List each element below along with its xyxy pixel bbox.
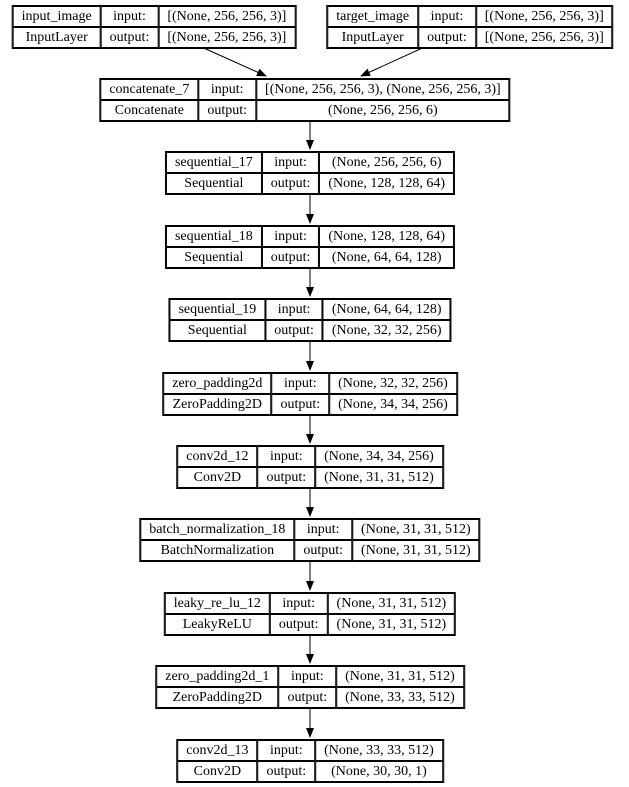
- input-shape: [(None, 256, 256, 3), (None, 256, 256, 3)]: [256, 79, 510, 100]
- output-shape: (None, 34, 34, 256): [329, 394, 457, 415]
- input-label: input:: [278, 666, 336, 687]
- layer-type: Conv2D: [177, 467, 257, 488]
- output-label: output:: [418, 27, 476, 48]
- edge-input-image-to-concatenate: [197, 45, 266, 76]
- output-label: output:: [101, 27, 159, 48]
- layer-name: zero_padding2d_1: [156, 666, 278, 687]
- layer-type: ZeroPadding2D: [156, 687, 278, 708]
- layer-name: leaky_re_lu_12: [165, 593, 270, 614]
- layer-name: batch_normalization_18: [140, 519, 294, 540]
- input-shape: (None, 34, 34, 256): [315, 446, 443, 467]
- input-shape: (None, 32, 32, 256): [329, 373, 457, 394]
- layer-node-conv2d-12: [176, 445, 444, 489]
- input-shape: (None, 33, 33, 512): [315, 740, 443, 761]
- layer-node-batch-normalization-18: [139, 518, 480, 562]
- layer-type: Conv2D: [177, 761, 257, 782]
- layer-name: target_image: [327, 6, 418, 27]
- layer-type: ZeroPadding2D: [163, 394, 271, 415]
- input-label: input:: [270, 593, 328, 614]
- input-shape: (None, 31, 31, 512): [352, 519, 480, 540]
- output-shape: (None, 31, 31, 512): [315, 467, 443, 488]
- layer-type: Sequential: [166, 247, 262, 268]
- layer-name: zero_padding2d: [163, 373, 271, 394]
- output-shape: (None, 31, 31, 512): [352, 540, 480, 561]
- input-label: input:: [294, 519, 352, 540]
- layer-type: Sequential: [166, 173, 262, 194]
- output-label: output:: [257, 761, 315, 782]
- output-label: output:: [278, 687, 336, 708]
- output-shape: (None, 30, 30, 1): [315, 761, 443, 782]
- output-label: output:: [257, 467, 315, 488]
- output-label: output:: [198, 100, 256, 121]
- output-shape: (None, 128, 128, 64): [319, 173, 454, 194]
- input-label: input:: [418, 6, 476, 27]
- output-label: output:: [271, 394, 329, 415]
- layer-type: LeakyReLU: [165, 614, 270, 635]
- layer-node-leaky-re-lu-12: [164, 592, 456, 636]
- layer-type: InputLayer: [327, 27, 418, 48]
- layer-node-input-image: [12, 5, 297, 49]
- layer-type: InputLayer: [13, 27, 101, 48]
- layer-name: sequential_17: [166, 152, 262, 173]
- input-label: input:: [265, 299, 323, 320]
- layer-node-target-image: [326, 5, 613, 49]
- input-label: input:: [101, 6, 159, 27]
- output-label: output:: [262, 173, 320, 194]
- output-shape: (None, 64, 64, 128): [319, 247, 454, 268]
- layer-type: Concatenate: [100, 100, 198, 121]
- output-label: output:: [262, 247, 320, 268]
- input-label: input:: [257, 446, 315, 467]
- output-shape: (None, 256, 256, 6): [256, 100, 510, 121]
- output-label: output:: [294, 540, 352, 561]
- input-label: input:: [262, 226, 320, 247]
- input-shape: [(None, 256, 256, 3)]: [158, 6, 295, 27]
- output-shape: (None, 33, 33, 512): [336, 687, 464, 708]
- layer-node-sequential-18: [165, 225, 455, 269]
- output-shape: (None, 31, 31, 512): [328, 614, 456, 635]
- input-label: input:: [271, 373, 329, 394]
- layer-name: input_image: [13, 6, 101, 27]
- layer-name: sequential_18: [166, 226, 262, 247]
- layer-type: Sequential: [169, 320, 265, 341]
- output-label: output:: [265, 320, 323, 341]
- input-label: input:: [257, 740, 315, 761]
- input-shape: (None, 31, 31, 512): [328, 593, 456, 614]
- input-shape: (None, 31, 31, 512): [336, 666, 464, 687]
- layer-node-zero-padding2d-1: [155, 665, 465, 709]
- layer-node-conv2d-13: [176, 739, 444, 783]
- layer-type: BatchNormalization: [140, 540, 294, 561]
- input-shape: (None, 256, 256, 6): [319, 152, 454, 173]
- input-shape: (None, 64, 64, 128): [323, 299, 451, 320]
- layer-node-sequential-19: [168, 298, 451, 342]
- layer-node-concatenate-7: [99, 78, 510, 122]
- layer-name: conv2d_12: [177, 446, 257, 467]
- input-shape: [(None, 256, 256, 3)]: [476, 6, 613, 27]
- output-shape: [(None, 256, 256, 3)]: [476, 27, 613, 48]
- layer-name: concatenate_7: [100, 79, 198, 100]
- output-shape: [(None, 256, 256, 3)]: [158, 27, 295, 48]
- layer-name: conv2d_13: [177, 740, 257, 761]
- layer-name: sequential_19: [169, 299, 265, 320]
- output-shape: (None, 32, 32, 256): [323, 320, 451, 341]
- input-label: input:: [198, 79, 256, 100]
- output-label: output:: [270, 614, 328, 635]
- input-label: input:: [262, 152, 320, 173]
- layer-node-zero-padding2d: [162, 372, 458, 416]
- layer-node-sequential-17: [165, 151, 455, 195]
- edge-target-image-to-concatenate: [361, 45, 429, 76]
- input-shape: (None, 128, 128, 64): [319, 226, 454, 247]
